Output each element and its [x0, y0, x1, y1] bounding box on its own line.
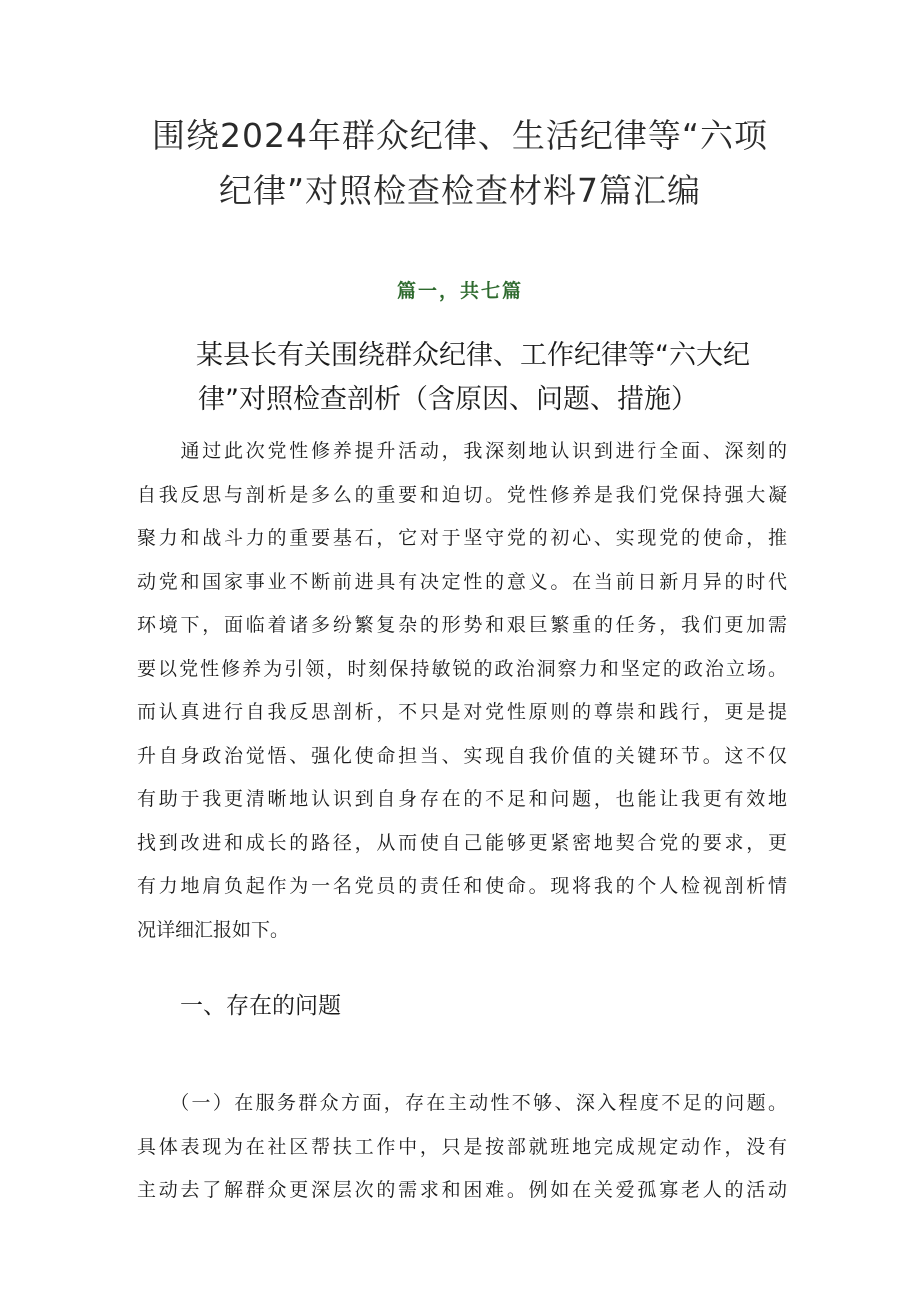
document-title-line-1: 围绕2024年群众纪律、生活纪律等“六项	[151, 116, 769, 155]
text-line: 升自身政治觉悟、强化使命担当、实现自我价值的关键环节。这不仅	[137, 744, 787, 767]
text-line: 动党和国家事业不断前进具有决定性的意义。在当前日新月异的时代	[137, 570, 787, 593]
section-label: 篇一，共七篇	[396, 280, 523, 302]
paragraph-intro	[137, 430, 787, 952]
document-title	[120, 108, 800, 218]
text-line: 聚力和战斗力的重要基石，它对于坚守党的初心、实现党的使命，推	[137, 527, 787, 549]
text-line: 具体表现为在社区帮扶工作中，只是按部就班地完成规定动作，没有	[137, 1135, 787, 1158]
article-title-line-2: 律”对照检查剖析（含原因、问题、措施）	[198, 384, 698, 415]
text-line: （一）在服务群众方面，存在主动性不够、深入程度不足的问题。	[137, 1092, 787, 1114]
article-title-line-1: 某县长有关围绕群众纪律、工作纪律等“六大纪	[196, 340, 750, 371]
text-line: 通过此次党性修养提升活动，我深刻地认识到进行全面、深刻的	[137, 440, 787, 462]
text-line: 而认真进行自我反思剖析，不只是对党性原则的尊崇和践行，更是提	[137, 701, 787, 723]
document-title-line-2: 纪律”对照检查检查材料7篇汇编	[218, 171, 702, 210]
text-line: 况详细汇报如下。	[137, 918, 290, 941]
text-line: 环境下，面临着诸多纷繁复杂的形势和艰巨繁重的任务，我们更加需	[137, 614, 787, 636]
heading-existing-problems: 一、存在的问题	[180, 993, 341, 1019]
text-line: 主动去了解群众更深层次的需求和困难。例如在关爱孤寡老人的活动	[137, 1179, 787, 1201]
text-line: 有力地肩负起作为一名党员的责任和使命。现将我的个人检视剖析情	[137, 875, 787, 897]
text-line: 自我反思与剖析是多么的重要和迫切。党性修养是我们党保持强大凝	[137, 483, 787, 506]
paragraph-problem-1	[137, 1082, 787, 1213]
text-line: 要以党性修养为引领，时刻保持敏锐的政治洞察力和坚定的政治立场。	[137, 657, 787, 680]
text-line: 有助于我更清晰地认识到自身存在的不足和问题，也能让我更有效地	[137, 788, 787, 810]
text-line: 找到改进和成长的路径，从而使自己能够更紧密地契合党的要求，更	[137, 831, 787, 854]
article-title	[196, 334, 796, 422]
